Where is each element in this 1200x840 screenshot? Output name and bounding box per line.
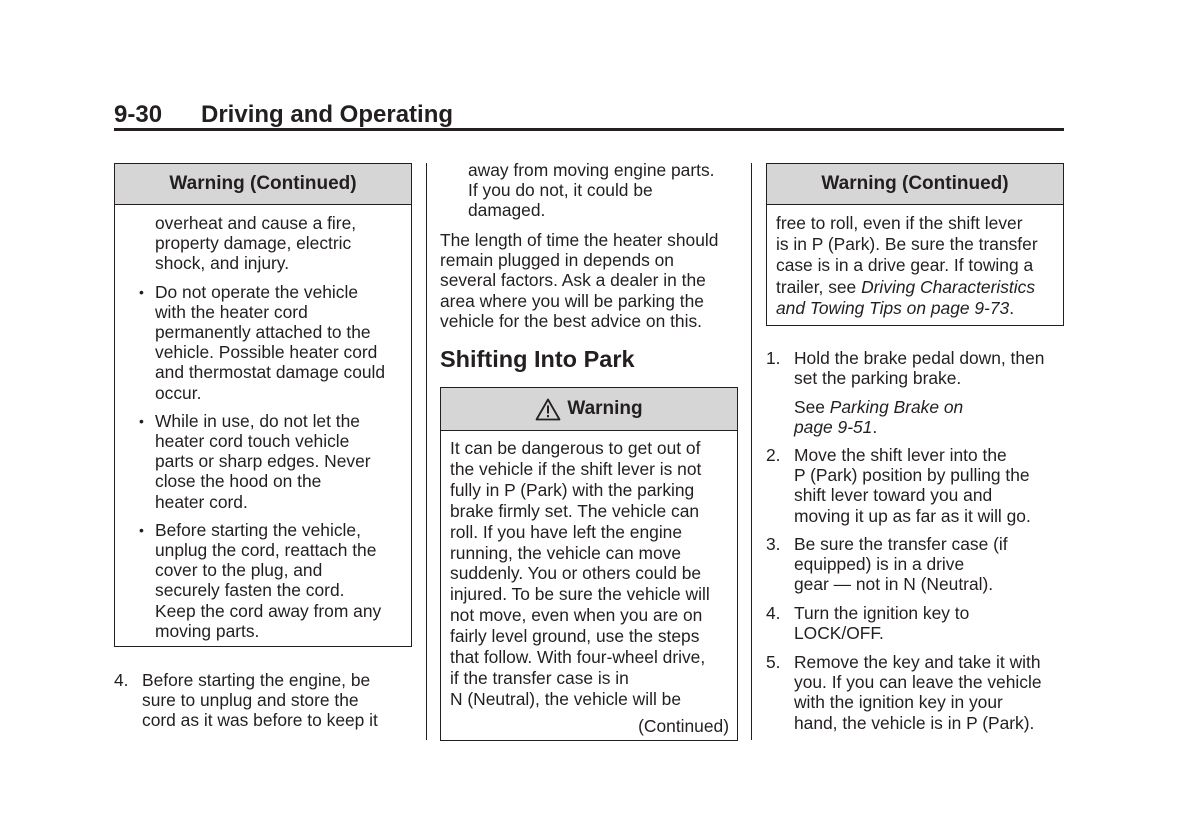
bullet-item: • While in use, do not let the heater cord touch vehicle parts or sharp edges. Never close the hood on the heater cord. (139, 410, 371, 512)
section-title: Driving and Operating (201, 101, 454, 128)
header-rule (114, 128, 1064, 131)
warning-continued-box-left (114, 163, 412, 647)
column-divider-left (426, 163, 427, 740)
cross-reference-link[interactable]: page 9-51 (794, 417, 873, 438)
warning-continued-text: overheat and cause a fire, property damage, electric shock, and injury. (155, 213, 357, 274)
warning-triangle-icon (535, 398, 561, 421)
warning-continued-body: free to roll, even if the shift lever is in P (Park). Be sure the transfer case is in a drive gear. If towing a trailer, see Driving Characteristics and Towing Tips on page 9-73. (776, 213, 1038, 318)
step-text: Hold the brake pedal down, then set the parking brake. (794, 348, 1045, 389)
step-text: Before starting the engine, be sure to unplug and store the cord as it was before to keep it (142, 670, 378, 731)
warning-title-bar (441, 388, 737, 431)
page-header (114, 100, 1064, 130)
warning-continued-box-right (766, 163, 1064, 326)
continued-text: away from moving engine parts. If you do not, it could be damaged. (468, 160, 715, 221)
warning-title: Warning (567, 398, 643, 419)
bullet-item: • Do not operate the vehicle with the heater cord permanently attached to the vehicle. Possible heater cord and thermostat damage could occur. (139, 281, 386, 403)
step-text: Remove the key and take it with you. If you can leave the vehicle with the ignition key in your hand, the vehicle is in P (Park). (794, 652, 1042, 733)
warning-body: It can be dangerous to get out of the vehicle if the shift lever is not fully in P (Park) with the parking brake firmly set. The vehicle can roll. If you have left the engine running, the vehicle can move suddenly. You or others could be injured. To be sure the vehicle will not move, even when you are on fairly level ground, use the steps that follow. With four-wheel drive, if the transfer case is in N (Neutral), the vehicle will be (Continued) (450, 438, 729, 736)
step-text: Be sure the transfer case (if equipped) is in a drive gear — not in N (Neutral). (794, 534, 1008, 595)
warning-box (440, 387, 738, 741)
step-number: 4. (114, 670, 129, 690)
bullet-mark: • (139, 521, 144, 538)
cross-reference-link[interactable]: Driving Characteristics (861, 276, 1036, 297)
step-text: Move the shift lever into the P (Park) position by pulling the shift lever toward you and moving it up as far as it will go. (794, 445, 1031, 526)
warning-continued-body (115, 205, 411, 641)
section-heading: Shifting Into Park (440, 346, 635, 372)
step-text: Turn the ignition key to LOCK/OFF. (794, 603, 970, 644)
column-divider-right (751, 163, 752, 740)
cross-reference-link[interactable]: Parking Brake on (829, 397, 964, 417)
step-number: 3. (766, 534, 781, 554)
step-number: 5. (766, 652, 781, 672)
bullet-mark: • (139, 412, 144, 429)
bullet-item: • Before starting the vehicle, unplug the cord, reattach the cover to the plug, and securely fasten the cord. Keep the cord away from any moving parts. (139, 519, 382, 641)
step-number: 4. (766, 603, 781, 623)
step-number: 2. (766, 445, 781, 465)
continued-label: (Continued) (638, 715, 729, 736)
warning-continued-title: Warning (Continued) (767, 164, 1063, 205)
step-number: 1. (766, 348, 781, 368)
page-number: 9-30 (114, 101, 163, 128)
cross-reference-link[interactable]: and Towing Tips on page 9-73 (776, 297, 1010, 318)
warning-continued-title: Warning (Continued) (115, 164, 411, 205)
bullet-mark: • (139, 283, 144, 300)
heater-paragraph: The length of time the heater should remain plugged in depends on several factors. Ask a dealer in the area where you will be parking the vehicle for the best advice on this. (440, 230, 719, 331)
